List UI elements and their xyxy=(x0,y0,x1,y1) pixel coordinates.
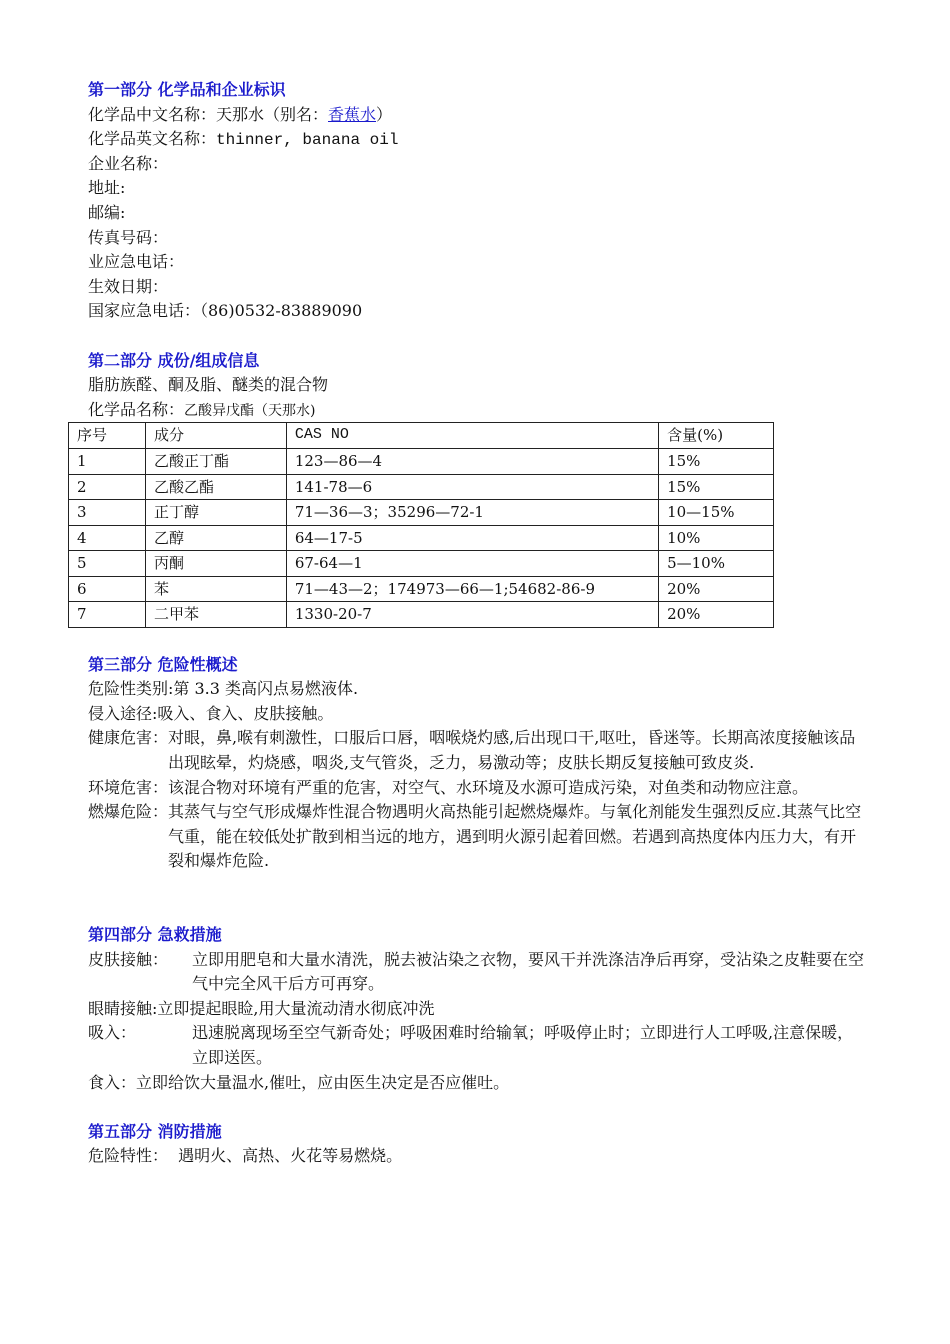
spacer xyxy=(88,324,868,349)
composition-desc: 脂肪族醛、酮及脂、醚类的混合物 xyxy=(88,375,329,395)
table-row xyxy=(69,448,774,474)
header-cell: 序号 xyxy=(69,423,146,449)
inhalation-entry xyxy=(88,1021,868,1070)
table-cell: 15% xyxy=(659,448,774,474)
spacer xyxy=(88,874,868,923)
health-hazard-text: 对眼，鼻,喉有刺激性，口服后口唇，咽喉烧灼感,后出现口干,呕吐，昏迷等。长期高浓度接触该品出现眩晕，灼烧感，咽炎,支气管炎，乏力，易激动等；皮肤长期反复接触可致皮炎. xyxy=(168,728,856,773)
table-cell: 乙醇 xyxy=(145,525,286,551)
env-hazard-label: 环境危害： xyxy=(88,777,169,797)
table-row xyxy=(69,576,774,602)
table-cell: 67-64—1 xyxy=(286,551,658,577)
en-name-label: 化学品英文名称： xyxy=(88,129,217,149)
en-name-value: thinner, banana oil xyxy=(216,131,399,150)
table-cell: 3 xyxy=(69,500,146,526)
effective-date-line: 生效日期： xyxy=(88,276,169,296)
spacer xyxy=(88,1095,868,1120)
table-cell: 20% xyxy=(659,576,774,602)
skin-contact-entry xyxy=(88,948,868,997)
en-name-line xyxy=(88,127,868,152)
fire-hazard-label: 燃爆危险： xyxy=(88,802,169,822)
ingestion-line: 食入：立即给饮大量温水,催吐，应由医生决定是否应催吐。 xyxy=(88,1072,510,1092)
table-cell: 苯 xyxy=(145,576,286,602)
fire-hazard-entry xyxy=(88,800,868,874)
cn-name-label: 化学品中文名称：天那水（别名： xyxy=(88,104,329,124)
chem-name-line xyxy=(88,398,868,423)
table-cell: 丙酮 xyxy=(145,551,286,577)
hazard-category: 危险性类别:第 3.3 类高闪点易燃液体. xyxy=(88,679,359,699)
exposure-route: 侵入途径:吸入、食入、皮肤接触。 xyxy=(88,703,334,723)
table-cell: 二甲苯 xyxy=(145,602,286,628)
fax-line: 传真号码： xyxy=(88,227,169,247)
header-cell: 成分 xyxy=(145,423,286,449)
header-cell: CAS NO xyxy=(286,423,658,449)
table-row xyxy=(69,602,774,628)
env-hazard-text: 该混合物对环境有严重的危害，对空气、水环境及水源可造成污染，对鱼类和动物应注意。 xyxy=(168,777,809,797)
inhalation-text: 迅速脱离现场至空气新奇处；呼吸困难时给输氧；呼吸停止时；立即进行人工呼吸,注意保暖，立即送医。 xyxy=(192,1023,854,1067)
table-cell: 5—10% xyxy=(659,551,774,577)
document-page xyxy=(77,78,868,1169)
eye-contact-line: 眼睛接触:立即提起眼睑,用大量流动清水彻底冲洗 xyxy=(88,998,435,1018)
inhalation-label: 吸入： xyxy=(88,1023,137,1043)
table-cell: 2 xyxy=(69,474,146,500)
health-hazard-entry xyxy=(88,726,868,775)
table-cell: 7 xyxy=(69,602,146,628)
skin-contact-label: 皮肤接触： xyxy=(88,949,169,969)
chem-name-value: 乙酸异戊酯（天那水) xyxy=(184,402,316,419)
table-cell: 64—17-5 xyxy=(286,525,658,551)
table-cell: 123—86—4 xyxy=(286,448,658,474)
table-cell: 141-78—6 xyxy=(286,474,658,500)
env-hazard-entry xyxy=(88,776,868,801)
alias-link[interactable]: 香蕉水 xyxy=(328,104,377,124)
chem-name-label: 化学品名称： xyxy=(88,399,185,419)
header-cell: 含量(%) xyxy=(659,423,774,449)
table-cell: 71—36—3；35296—72-1 xyxy=(286,500,658,526)
fire-hazard-text: 其蒸气与空气形成爆炸性混合物遇明火高热能引起燃烧爆炸。与氧化剂能发生强烈反应.其蒸气比空气重，能在较低处扩散到相当远的地方，遇到明火源引起着回燃。若遇到高热度体内压力大，有开裂和爆炸危险. xyxy=(168,802,862,871)
table-cell: 乙酸乙酯 xyxy=(145,474,286,500)
table-row xyxy=(69,474,774,500)
section-3-title: 第三部分 危险性概述 xyxy=(88,654,238,674)
table-row xyxy=(69,551,774,577)
table-cell: 20% xyxy=(659,602,774,628)
table-cell: 乙酸正丁酯 xyxy=(145,448,286,474)
table-cell: 1 xyxy=(69,448,146,474)
address-line: 地址: xyxy=(88,178,126,198)
table-cell: 6 xyxy=(69,576,146,602)
health-hazard-label: 健康危害： xyxy=(88,728,169,748)
cn-name-close: ） xyxy=(376,104,393,124)
table-cell: 正丁醇 xyxy=(145,500,286,526)
skin-contact-text: 立即用肥皂和大量水清洗，脱去被沾染之衣物，要风干并洗涤洁净后再穿，受沾染之皮鞋要在空气中完全风干后方可再穿。 xyxy=(192,949,865,994)
table-row xyxy=(69,500,774,526)
table-cell: 15% xyxy=(659,474,774,500)
table-cell: 5 xyxy=(69,551,146,577)
spacer xyxy=(88,628,868,653)
table-cell: 71—43—2；174973—66—1;54682-86-9 xyxy=(286,576,658,602)
section-5-title: 第五部分 消防措施 xyxy=(88,1121,222,1141)
fire-hazard-property: 危险特性： 遇明火、高热、火花等易燃烧。 xyxy=(88,1146,403,1166)
table-cell: 10—15% xyxy=(659,500,774,526)
table-cell: 4 xyxy=(69,525,146,551)
table-cell: 10% xyxy=(659,525,774,551)
postcode-line: 邮编: xyxy=(88,202,126,222)
composition-table xyxy=(68,422,774,628)
company-line: 企业名称： xyxy=(88,153,169,173)
emergency-phone-line: 业应急电话： xyxy=(88,252,185,272)
section-1-title: 第一部分 化学品和企业标识 xyxy=(88,80,286,99)
national-phone-line: 国家应急电话：（86)0532-83889090 xyxy=(88,301,363,321)
table-cell: 1330-20-7 xyxy=(286,602,658,628)
cn-name-line xyxy=(88,103,868,128)
table-row xyxy=(69,525,774,551)
section-4-title: 第四部分 急救措施 xyxy=(88,925,222,944)
table-header-row xyxy=(69,423,774,449)
section-2-title: 第二部分 成份/组成信息 xyxy=(88,350,260,370)
